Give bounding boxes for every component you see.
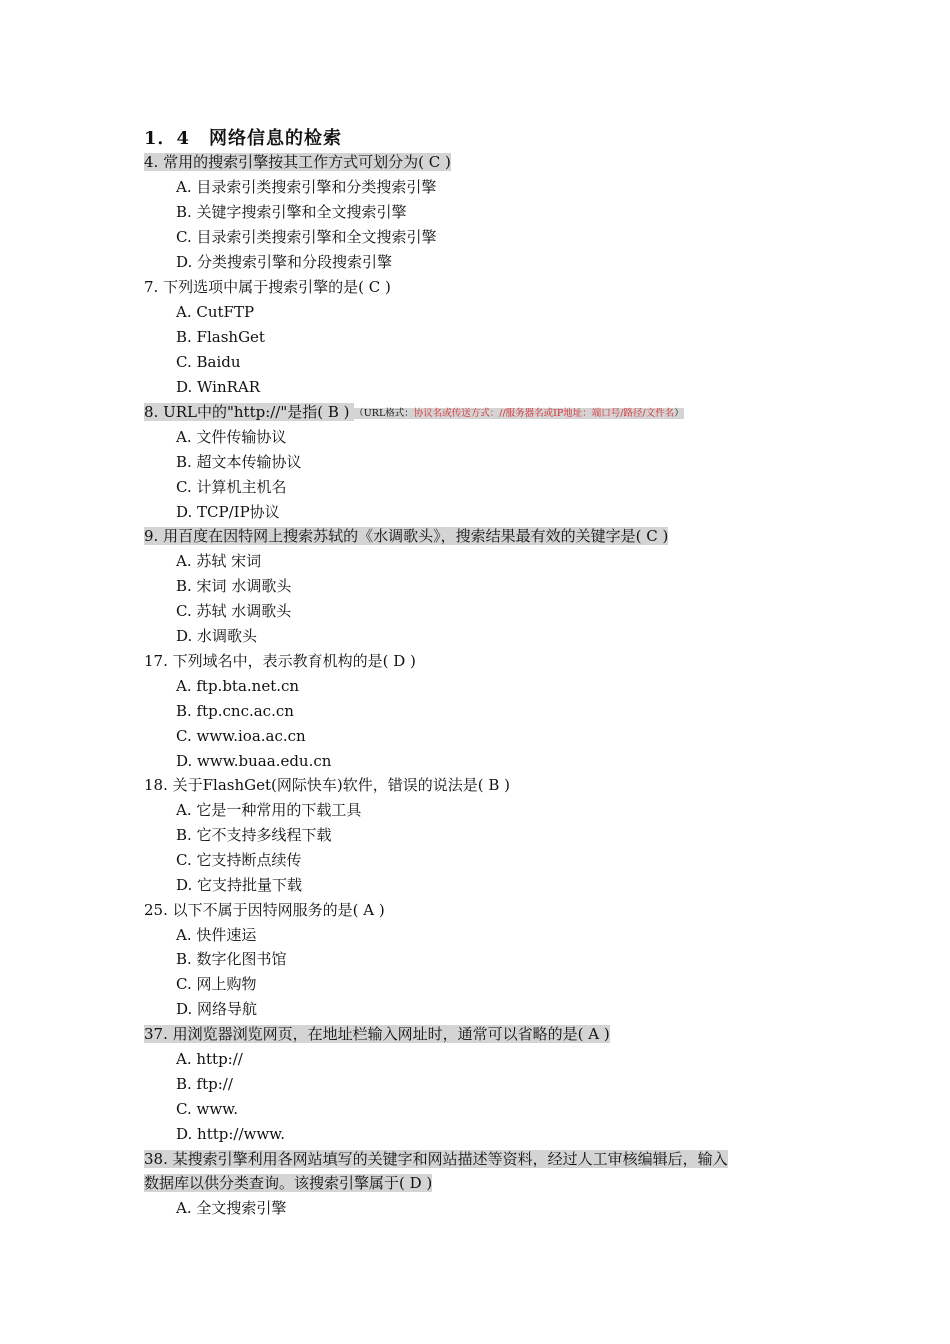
question-17-text: 17. 下列域名中，表示教育机构的是( D ) <box>144 652 416 670</box>
question-7-option-b: B. FlashGet <box>176 328 265 346</box>
question-18-option-a: A. 它是一种常用的下载工具 <box>176 801 362 819</box>
question-38-line-1 <box>144 1148 728 1170</box>
question-18-option-b: B. 它不支持多线程下载 <box>176 826 332 844</box>
question-9-option-c: C. 苏轼 水调歌头 <box>176 602 292 620</box>
question-18-option-d: D. 它支持批量下载 <box>176 876 303 894</box>
question-25-option-b: B. 数字化图书馆 <box>176 950 287 968</box>
question-17-option-a: A. ftp.bta.net.cn <box>176 677 300 695</box>
question-8-option-d: D. TCP/IP协议 <box>176 503 280 521</box>
question-9-option-a: A. 苏轼 宋词 <box>176 552 262 570</box>
question-8-option-a: A. 文件传输协议 <box>176 428 287 446</box>
question-25-option-d: D. 网络导航 <box>176 1000 258 1018</box>
question-17-option-b: B. ftp.cnc.ac.cn <box>176 702 294 720</box>
question-8 <box>144 401 684 423</box>
url-format-note-red: 协议名或传送方式：//服务器名或IP地址：端口号/路径/文件名 <box>413 408 675 419</box>
question-8-text: 8. URL中的"http://"是指( B ) <box>144 403 355 421</box>
question-37-option-a: A. http:// <box>176 1050 243 1068</box>
section-heading: 1．4 网络信息的检索 <box>144 128 343 149</box>
question-18-option-c: C. 它支持断点续传 <box>176 851 302 869</box>
question-4-option-d: D. 分类搜索引擎和分段搜索引擎 <box>176 253 393 271</box>
question-38-text-line-2: 数据库以供分类查询。该搜索引擎属于( D ) <box>144 1174 433 1192</box>
url-format-note-suffix: ） <box>674 408 684 419</box>
question-9 <box>144 525 668 547</box>
question-25-option-c: C. 网上购物 <box>176 975 257 993</box>
question-37-text: 37. 用浏览器浏览网页，在地址栏输入网址时，通常可以省略的是( A ) <box>144 1025 610 1043</box>
question-4-option-c: C. 目录索引类搜索引擎和全文搜索引擎 <box>176 228 437 246</box>
question-4-text: 4. 常用的搜索引擎按其工作方式可划分为( C ) <box>144 153 451 171</box>
question-7-option-c: C. Baidu <box>176 353 241 371</box>
question-9-option-b: B. 宋词 水调歌头 <box>176 577 292 595</box>
question-25-text: 25. 以下不属于因特网服务的是( A ) <box>144 901 385 919</box>
question-4-option-b: B. 关键字搜索引擎和全文搜索引擎 <box>176 203 407 221</box>
question-37-option-d: D. http://www. <box>176 1125 286 1143</box>
question-38-text-line-1: 38. 某搜索引擎利用各网站填写的关键字和网站描述等资料，经过人工审核编辑后，输入 <box>144 1150 728 1168</box>
question-7-text: 7. 下列选项中属于搜索引擎的是( C ) <box>144 278 391 296</box>
question-17-option-c: C. www.ioa.ac.cn <box>176 727 306 745</box>
question-7-option-a: A. CutFTP <box>176 303 255 321</box>
url-format-note-prefix: （URL格式： <box>354 408 414 419</box>
question-17-option-d: D. www.buaa.edu.cn <box>176 752 332 770</box>
question-37 <box>144 1023 610 1045</box>
question-25-option-a: A. 快件速运 <box>176 926 257 944</box>
question-4-option-a: A. 目录索引类搜索引擎和分类搜索引擎 <box>176 178 437 196</box>
question-9-option-d: D. 水调歌头 <box>176 627 258 645</box>
question-9-text: 9. 用百度在因特网上搜索苏轼的《水调歌头》，搜索结果最有效的关键字是( C ) <box>144 527 669 545</box>
url-format-note <box>354 408 683 419</box>
question-38-option-a: A. 全文搜索引擎 <box>176 1199 287 1217</box>
question-18-text: 18. 关于FlashGet(网际快车)软件，错误的说法是( B ) <box>144 776 510 794</box>
question-7-option-d: D. WinRAR <box>176 378 261 396</box>
question-8-option-c: C. 计算机主机名 <box>176 478 287 496</box>
question-38-line-2 <box>144 1172 432 1194</box>
question-37-option-c: C. www. <box>176 1100 238 1118</box>
question-4 <box>144 151 451 173</box>
question-37-option-b: B. ftp:// <box>176 1075 233 1093</box>
question-8-option-b: B. 超文本传输协议 <box>176 453 302 471</box>
